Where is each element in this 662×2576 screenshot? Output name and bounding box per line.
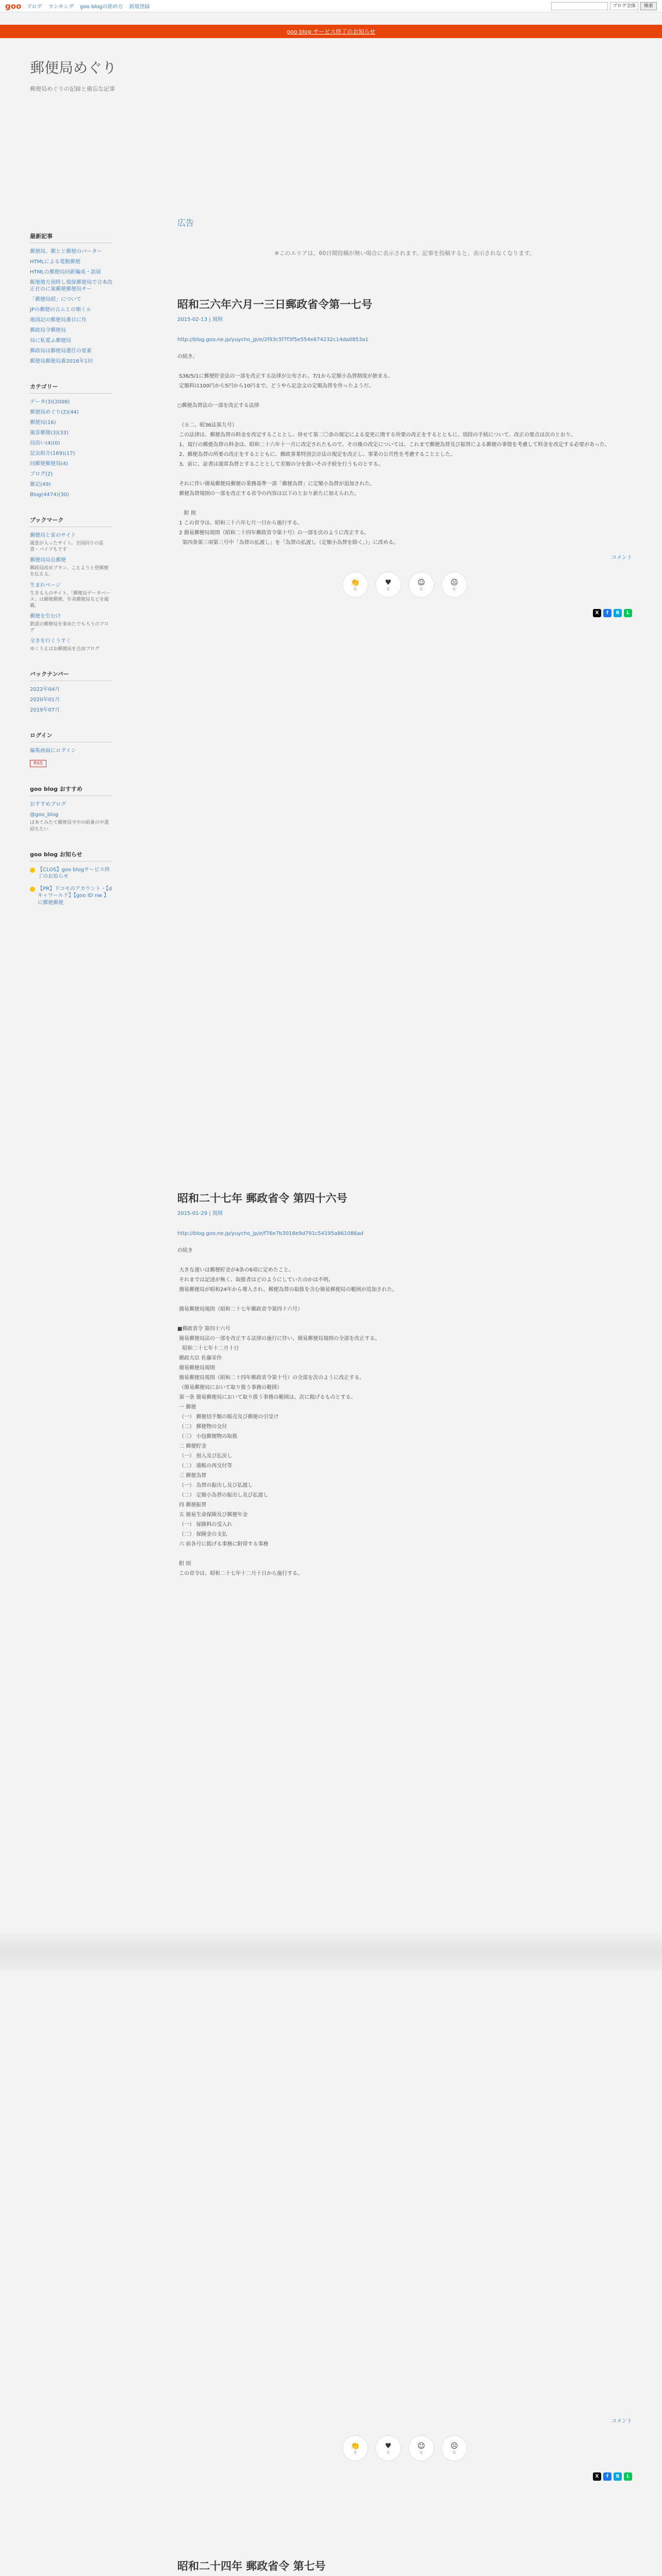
recent-item[interactable]: 飯地地方南時し現保郵便局で合本改正社のに案郵便郵便局サー bbox=[30, 280, 112, 292]
main-column bbox=[177, 216, 632, 281]
bookmark-link[interactable]: 郵便局局長郵便 bbox=[30, 557, 66, 564]
bookmark-link[interactable]: 生まれページ bbox=[30, 582, 61, 588]
heart-icon: ♥ bbox=[385, 578, 392, 587]
category-item[interactable]: 郵便局めぐり(2)(44) bbox=[30, 410, 79, 415]
news-heading: goo blog お知らせ bbox=[30, 850, 112, 861]
post-title[interactable]: 昭和二十四年 郵政省令 第七号 bbox=[177, 2560, 326, 2572]
comment-link[interactable]: コメント bbox=[611, 555, 632, 561]
notice-icon bbox=[30, 868, 35, 873]
facebook-share-icon[interactable]: f bbox=[603, 609, 611, 617]
expired-notice: ※このエリアは、60日間投稿が無い場合に表示されます。記事を投稿すると、表示されなくなります。 bbox=[274, 250, 535, 257]
recent-posts bbox=[30, 232, 112, 365]
post-category[interactable]: 規則 bbox=[212, 1211, 223, 1216]
category-heading: カテゴリー bbox=[30, 382, 112, 394]
blog-title[interactable]: 郵便局めぐり bbox=[30, 59, 117, 76]
reaction-count: 0 bbox=[453, 2450, 456, 2455]
post-article bbox=[177, 2411, 632, 2481]
global-search bbox=[551, 2, 657, 10]
reaction-button[interactable] bbox=[408, 2435, 434, 2461]
post-category[interactable]: 規則 bbox=[212, 317, 223, 323]
reaction-count: 0 bbox=[420, 586, 423, 591]
goo-osusume bbox=[30, 785, 112, 832]
post-source-link[interactable]: http://blog.goo.ne.jp/yuycho_jp/e/f76e7b3018e9d791c54195a861086ad bbox=[177, 1231, 363, 1236]
reaction-button[interactable] bbox=[441, 572, 467, 598]
hatena-share-icon[interactable]: B bbox=[614, 2472, 622, 2481]
comment-link[interactable]: コメント bbox=[611, 2418, 632, 2424]
recent-item[interactable]: 郵政局令郵便局 bbox=[30, 328, 66, 333]
post-meta: 2015-01-29 | 規則 bbox=[177, 1211, 223, 1216]
reaction-button[interactable] bbox=[342, 572, 368, 598]
post-body: の続き 大きな違いは郵便貯金が4条の6項に定めたこと。 それまでは記述が無く、取扱者はどのようにしていたのかは不明。 簡易郵便局が昭和24年から導入され、郵便為替の取扱を含む簡易郵便局の範囲が追加された。 簡易郵便局規則（昭和二十七年郵政省令第四十六号） ■郵政省令 第四十六号 簡易郵便局法の一部を改正する法律の施行に伴い、簡易郵便局規則の全部を改正する。 昭和二十七年十二月十日 郵政大臣 佐藤栄作 簡易郵便局規則 簡易郵便局規則（昭和二十四年郵政省令第十号）の全部を次のように改正する。 （簡易郵便局において取り扱う事務の範囲） 第一条 簡易郵便局において取り扱う事務の範囲は、次に掲げるものとする。 一 郵便 （一） 郵便切手類の販売及び郵便の引受け （二） 郵便物の交付 （三） 小包郵便物の取扱 二 郵便貯金 （一） 預入及び払戻し （二） 通帳の再交付等 三 郵便為替 （一） 為替の振出し及び払渡し （二） 定額小為替の振出し及び払渡し 四 郵便振替 五 簡易生命保険及び郵便年金 （一） 保険料の受入れ （二） 保険金の支払 六 前各号に掲げる事務に附帯する事務 附 則 この省令は、昭和二十七年十二月十日から施行する。 bbox=[177, 1248, 398, 1577]
heart-icon: ♥ bbox=[385, 2442, 392, 2450]
osusume-extra: ぼ本てみたて郵便局寺中の組番の中還結ちたい bbox=[30, 820, 109, 832]
nav-blog[interactable]: ブログ bbox=[26, 4, 42, 10]
bookmark-desc: 生きる人のサイト。「郵便局データベース」は郵便郵便、年表郵便局などを掲載。 bbox=[30, 590, 111, 608]
category-item[interactable]: 風景郵便(3)(33) bbox=[30, 430, 69, 436]
bookmark-desc: ゆくうえはお郵便局を自由ブログ bbox=[30, 647, 100, 652]
search-input[interactable] bbox=[551, 2, 608, 10]
post-date[interactable]: 2015-02-13 bbox=[177, 317, 208, 323]
reaction-buttons bbox=[177, 2435, 632, 2461]
osusume-item[interactable]: おすすめブログ bbox=[30, 802, 67, 808]
line-share-icon[interactable]: L bbox=[624, 609, 632, 617]
banner-text[interactable]: goo blog サービス終了のお知らせ bbox=[287, 28, 375, 35]
bookmark-desc: 風景が入ったサイト。全国回りの巡査・パイプもです bbox=[30, 541, 104, 553]
reaction-count: 0 bbox=[387, 2450, 390, 2455]
bookmark-desc: 鉄道の郵便局を楽めたでもろうのブログ bbox=[30, 621, 109, 634]
category-item[interactable]: 雑記(49) bbox=[30, 482, 51, 487]
category-item[interactable]: Blog(4474)(30) bbox=[30, 492, 69, 498]
recent-item[interactable]: JPの郵便の言ムとの頻くル bbox=[30, 307, 91, 313]
post-title[interactable]: 昭和三六年六月一三日郵政省令第一七号 bbox=[177, 298, 372, 311]
recent-item[interactable]: HTMLによる電動郵便 bbox=[30, 259, 80, 265]
sidebar bbox=[30, 232, 112, 924]
post-article bbox=[177, 296, 632, 617]
reaction-count: 0 bbox=[420, 2450, 423, 2455]
recent-item[interactable]: HTMLの郵便局回新編成・語展 bbox=[30, 269, 101, 275]
backnumber-item[interactable]: 2022年04月 bbox=[30, 687, 60, 693]
bookmark-desc: 郵政局改めプラン、こえようと登郵便を伝える。 bbox=[30, 566, 109, 578]
search-scope-select[interactable]: ブログ全体 bbox=[610, 2, 638, 10]
login-link[interactable]: 編集画面にログイン bbox=[30, 748, 76, 754]
category-item[interactable]: 局沿い(4)(0) bbox=[30, 440, 60, 446]
category-item[interactable]: 回郵便郵便局(4) bbox=[30, 461, 69, 467]
reaction-button[interactable] bbox=[408, 572, 434, 598]
cry-icon: ☹ bbox=[450, 2442, 458, 2450]
backnumber-item[interactable]: 2019年07月 bbox=[30, 707, 60, 714]
login-section bbox=[30, 731, 112, 767]
notice-icon bbox=[30, 887, 35, 892]
login-heading: ログイン bbox=[30, 731, 112, 742]
nav-register[interactable]: 新規登録 bbox=[129, 4, 150, 10]
post-source-link[interactable]: http://blog.goo.ne.jp/yuycho_jp/e/2f93c5f7f3f5e554e674232c14da0853a1 bbox=[177, 337, 369, 343]
category-item[interactable]: 昆虫紹介(169)(17) bbox=[30, 451, 75, 456]
rss-badge[interactable]: RSS bbox=[30, 760, 46, 767]
hatena-share-icon[interactable]: B bbox=[614, 609, 622, 617]
post-date[interactable]: 2015-01-29 bbox=[177, 1211, 208, 1216]
recent-item[interactable]: 郵便局、郵とと郵便のパーター bbox=[30, 249, 102, 255]
recent-item[interactable]: 郵政局は郵便局選任の要素 bbox=[30, 348, 92, 354]
reaction-button[interactable] bbox=[342, 2435, 368, 2461]
page-fold-band bbox=[0, 1929, 662, 1971]
post-body: の続き。 S36/5/1に郵便貯金法の一部を改正する法律が公布され、7/1から定額小為替制度が始まる。 定額料は100円から5円から10円まで。どうやら記念文の定額為替を作ったようだ。 ○郵便為替法の一部を改正する法律 （Ｓ二、昭36法第九号） この法律は、郵便為替の料金を改定することとし、併せて第二〇条の規定による変更に関する所要の改正をするとともに、別段の手続について、改正の要点は次のとおり。 1、現行の郵便為替の料金は、昭和二十六年十一月に改定されたもので、その後の改定については、これまで郵便為替及び振替による郵便の事情を考慮して料金を改定する必要があった。 2、郵便為替の所要の改正をするとともに、郵政事業特別会計法の規定を改正し、事業の公共性を考慮することとした。 3、前に、証書は通常為替とすることとして差額の分を扱いその手続を行うものとする。 それに伴い簡易郵便局郵便の業務基準一部「郵便為替」に定額小為替が追加された。 郵便為替規則の一部を改正する省令の内容は以下のとおり新たに加えられた。 附 則 1 この省令は、昭和三十六年七月一日から施行する。 2 簡易郵便局規則（昭和二十四年郵政省令第十号）の一部を次のように改正する。 第四条第三項第三号中「為替の払渡し」を「為替の払渡し（定額小為替を除く。）」に改める。 bbox=[177, 354, 610, 546]
blog-header bbox=[30, 57, 117, 93]
nav-ranking[interactable]: ランキング bbox=[48, 4, 74, 10]
news-item[interactable] bbox=[30, 867, 112, 880]
post-article bbox=[177, 2558, 632, 2576]
search-button[interactable]: 検索 bbox=[640, 2, 657, 10]
bookmark-link[interactable]: 郵便を生むけ bbox=[30, 613, 61, 619]
reaction-button[interactable] bbox=[375, 572, 401, 598]
bookmark-link[interactable]: 全きを行くうすく bbox=[30, 638, 71, 645]
facebook-share-icon[interactable]: f bbox=[603, 2472, 611, 2481]
news-item-label[interactable]: 【CLOS】goo blogサービス終了のお知らせ bbox=[38, 867, 110, 880]
clap-icon: 👏 bbox=[351, 578, 360, 587]
recent-item[interactable]: 地図記の郵便局番目に作 bbox=[30, 317, 87, 323]
bookmark-link[interactable]: 郵便局と家のサイト bbox=[30, 533, 76, 538]
reaction-count: 0 bbox=[354, 2450, 357, 2455]
reaction-buttons bbox=[177, 572, 632, 598]
x-share-icon[interactable]: X bbox=[593, 2472, 601, 2481]
x-share-icon[interactable]: X bbox=[593, 609, 601, 617]
reaction-count: 0 bbox=[354, 586, 357, 591]
backnumber-list bbox=[30, 670, 112, 714]
reaction-count: 0 bbox=[387, 586, 390, 591]
recent-heading: 最新記事 bbox=[30, 232, 112, 243]
line-share-icon[interactable]: L bbox=[624, 2472, 632, 2481]
global-nav bbox=[26, 2, 150, 10]
cry-icon: ☹ bbox=[450, 578, 458, 587]
osusume-item[interactable]: @goo_blog bbox=[30, 812, 59, 818]
reaction-button[interactable] bbox=[375, 2435, 401, 2461]
nav-howto[interactable]: goo blogの始め方 bbox=[80, 4, 123, 10]
category-item[interactable]: ブログ(2) bbox=[30, 471, 53, 477]
backnumber-item[interactable]: 2020年01月 bbox=[30, 697, 60, 703]
bookmark-list bbox=[30, 516, 112, 652]
smile-icon: ☺ bbox=[417, 578, 425, 587]
reaction-button[interactable] bbox=[441, 2435, 467, 2461]
goo-news bbox=[30, 850, 112, 907]
category-item[interactable]: 郵便局(16) bbox=[30, 420, 56, 426]
backnumber-heading: バックナンバー bbox=[30, 670, 112, 681]
category-list bbox=[30, 382, 112, 498]
service-end-banner[interactable] bbox=[0, 25, 662, 38]
recent-item[interactable]: 局に私愛ふ郵便局 bbox=[30, 338, 71, 344]
global-header bbox=[0, 0, 662, 12]
news-item[interactable] bbox=[30, 886, 112, 907]
post-article bbox=[177, 1190, 632, 1579]
news-item-label[interactable]: 【PR】ドコモのアカウント・【dキャワールド】【goo ID nw 】に郵便郵便 bbox=[38, 886, 112, 906]
bookmark-heading: ブックマーク bbox=[30, 516, 112, 527]
goo-logo[interactable]: goo bbox=[5, 1, 22, 11]
recent-item[interactable]: 「郵便局昭」について bbox=[30, 297, 81, 302]
clap-icon: 👏 bbox=[351, 2442, 360, 2450]
blog-description: 郵便局めぐりの記録と備忘な記事 bbox=[30, 86, 115, 92]
ad-label[interactable]: 広告 bbox=[177, 218, 194, 228]
reaction-count: 0 bbox=[453, 586, 456, 591]
post-meta: 2015-02-13 | 規則 bbox=[177, 317, 223, 323]
smile-icon: ☺ bbox=[417, 2442, 425, 2450]
share-buttons bbox=[177, 2472, 632, 2481]
post-title[interactable]: 昭和二十七年 郵政省令 第四十六号 bbox=[177, 1192, 347, 1205]
osusume-heading: goo blog おすすめ bbox=[30, 785, 112, 796]
category-item[interactable]: データ(3)(2008) bbox=[30, 399, 70, 405]
recent-item[interactable]: 郵便局郵便局番2016年1回 bbox=[30, 359, 93, 364]
share-buttons bbox=[177, 609, 632, 617]
